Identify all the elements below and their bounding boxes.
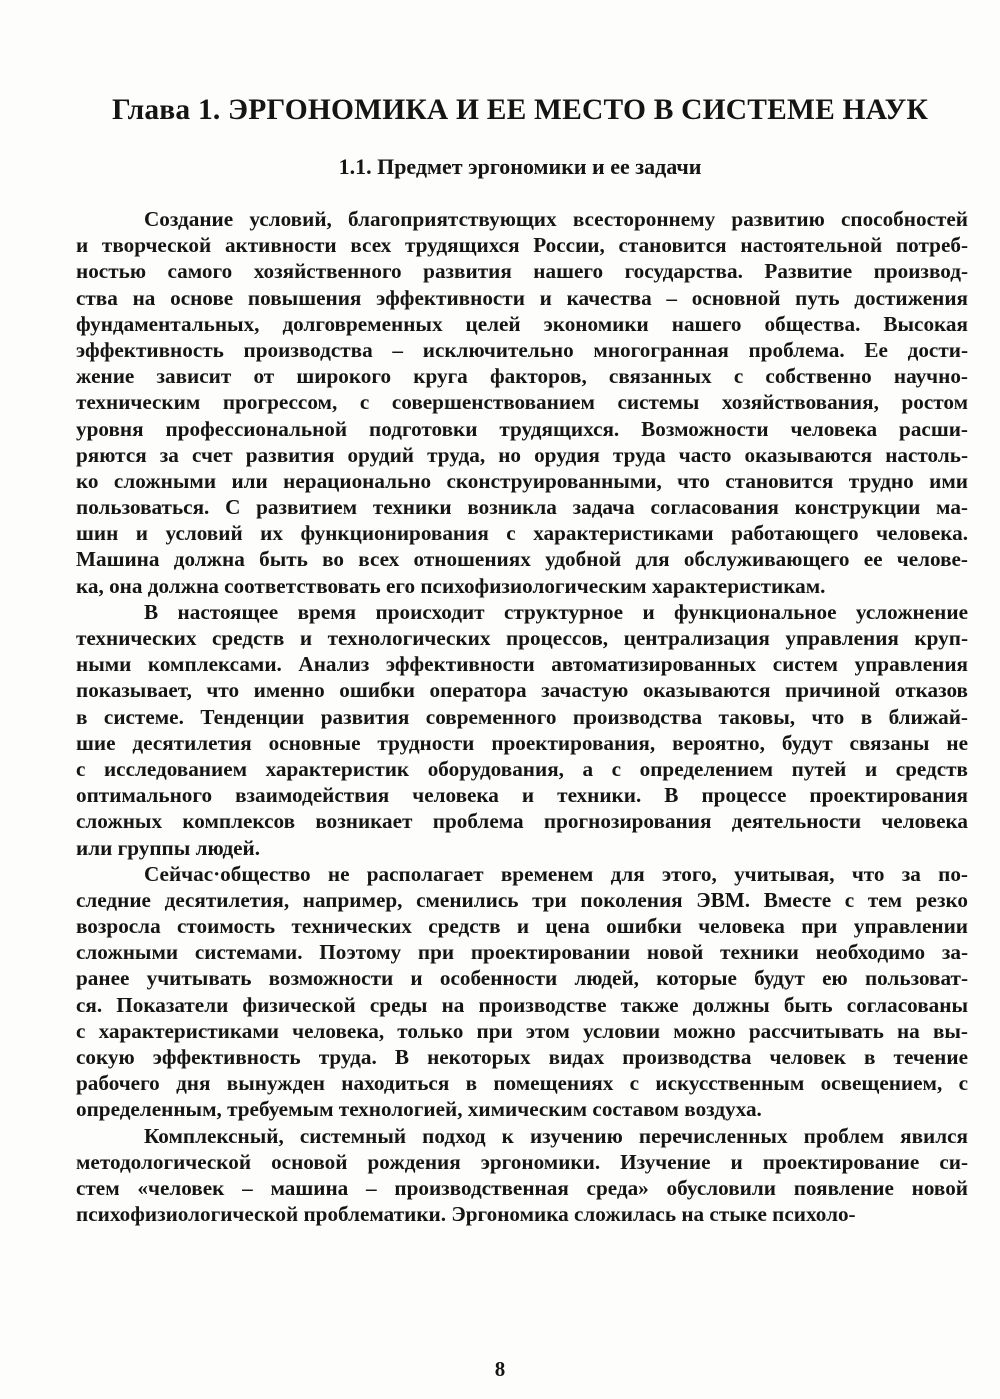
text-line: рабочего дня вынужден находиться в помещениях с искусственным освещением, с (76, 1071, 968, 1096)
text-line: Машина должна быть во всех отношениях удобной для обслуживающего ее челове- (76, 547, 968, 572)
text-line: жение зависит от широкого круга факторов, связанных с собственно научно- (76, 364, 968, 389)
text-line: или группы людей. (76, 835, 261, 860)
text-line: Сейчас·общество не располагает временем для этого, учитывая, что за по- (144, 861, 968, 886)
text-line: техническим прогрессом, с совершенствованием системы хозяйствования, ростом (76, 390, 968, 415)
text-line: шие десятилетия основные трудности проектирования, вероятно, будут связаны не (76, 730, 968, 755)
paragraph (76, 599, 968, 861)
text-line: эффективность производства – исключительно многогранная проблема. Ее дости- (76, 337, 968, 362)
text-line: пользоваться. С развитием техники возникла задача согласования конструкции ма- (76, 495, 968, 520)
text-line: ряются за счет развития орудий труда, но орудия труда часто оказываются настоль- (76, 442, 968, 467)
text-line: Создание условий, благоприятствующих всестороннему развитию способностей (144, 207, 968, 231)
text-line: в системе. Тенденции развития современного производства таковы, что в ближай- (76, 704, 968, 729)
chapter-title: Глава 1. ЭРГОНОМИКА И ЕЕ МЕСТО В СИСТЕМЕ НАУК (111, 94, 929, 126)
text-line: возросла стоимость технических средств и цена ошибки человека при управлении (76, 914, 968, 939)
text-line: В настоящее время происходит структурное и функциональное усложнение (144, 599, 968, 624)
paragraph (76, 206, 968, 599)
text-line: с исследованием характеристик оборудования, а с определением путей и средств (76, 756, 968, 781)
paragraph (76, 1123, 968, 1228)
text-line: фундаментальных, долговременных целей экономики нашего общества. Высокая (76, 311, 968, 336)
text-line: сокую эффективность труда. В некоторых видах производства человек в течение (76, 1045, 968, 1069)
text-line: ко сложными или нерационально сконструированными, что становится трудно ими (76, 468, 968, 493)
text-line: определенным, требуемым технологией, химическим составом воздуха. (76, 1097, 762, 1122)
text-line: шин и условий их функционирования с характеристиками работающего человека. (76, 521, 968, 546)
body-text (76, 206, 968, 1227)
paragraph (76, 861, 968, 1123)
section-title: 1.1. Предмет эргономики и ее задачи (338, 154, 702, 179)
text-line: ностью самого хозяйственного развития нашего государства. Развитие производ- (76, 259, 968, 284)
text-line: психофизиологической проблематики. Эргономика сложилась на стыке психоло- (76, 1202, 856, 1227)
text-line: и творческой активности всех трудящихся России, становится настоятельной потреб- (76, 233, 968, 258)
text-line: ся. Показатели физической среды на производстве также должны быть согласованы (76, 992, 968, 1017)
text-line: сложных комплексов возникает проблема прогнозирования деятельности человека (76, 809, 968, 834)
text-line: Комплексный, системный подход к изучению перечисленных проблем явился (144, 1123, 968, 1148)
text-line: ными комплексами. Анализ эффективности автоматизированных систем управления (76, 652, 968, 677)
text-line: с характеристиками человека, только при этом условии можно рассчитывать на вы- (76, 1018, 968, 1043)
text-line: ка, она должна соответствовать его психофизиологическим характеристикам. (76, 573, 826, 598)
text-line: сложными системами. Поэтому при проектировании новой техники необходимо за- (76, 940, 968, 965)
text-line: ства на основе повышения эффективности и качества – основной путь достижения (76, 285, 968, 310)
text-line: уровня профессиональной подготовки трудящихся. Возможности человека расши- (76, 416, 968, 441)
text-line: следние десятилетия, например, сменились три поколения ЭВМ. Вместе с тем резко (76, 887, 968, 912)
text-line: стем «человек – машина – производственная среда» обусловили появление новой (76, 1175, 968, 1200)
text-line: ранее учитывать возможности и особенности людей, которые будут ею пользоват- (76, 966, 968, 991)
text-line: показывает, что именно ошибки оператора зачастую оказываются причиной отказов (76, 678, 968, 703)
text-line: технических средств и технологических процессов, централизация управления круп- (76, 626, 968, 650)
text-line: оптимального взаимодействия человека и техники. В процессе проектирования (76, 783, 968, 808)
text-line: методологической основой рождения эргономики. Изучение и проектирование си- (76, 1149, 968, 1174)
page-number: 8 (494, 1357, 506, 1381)
